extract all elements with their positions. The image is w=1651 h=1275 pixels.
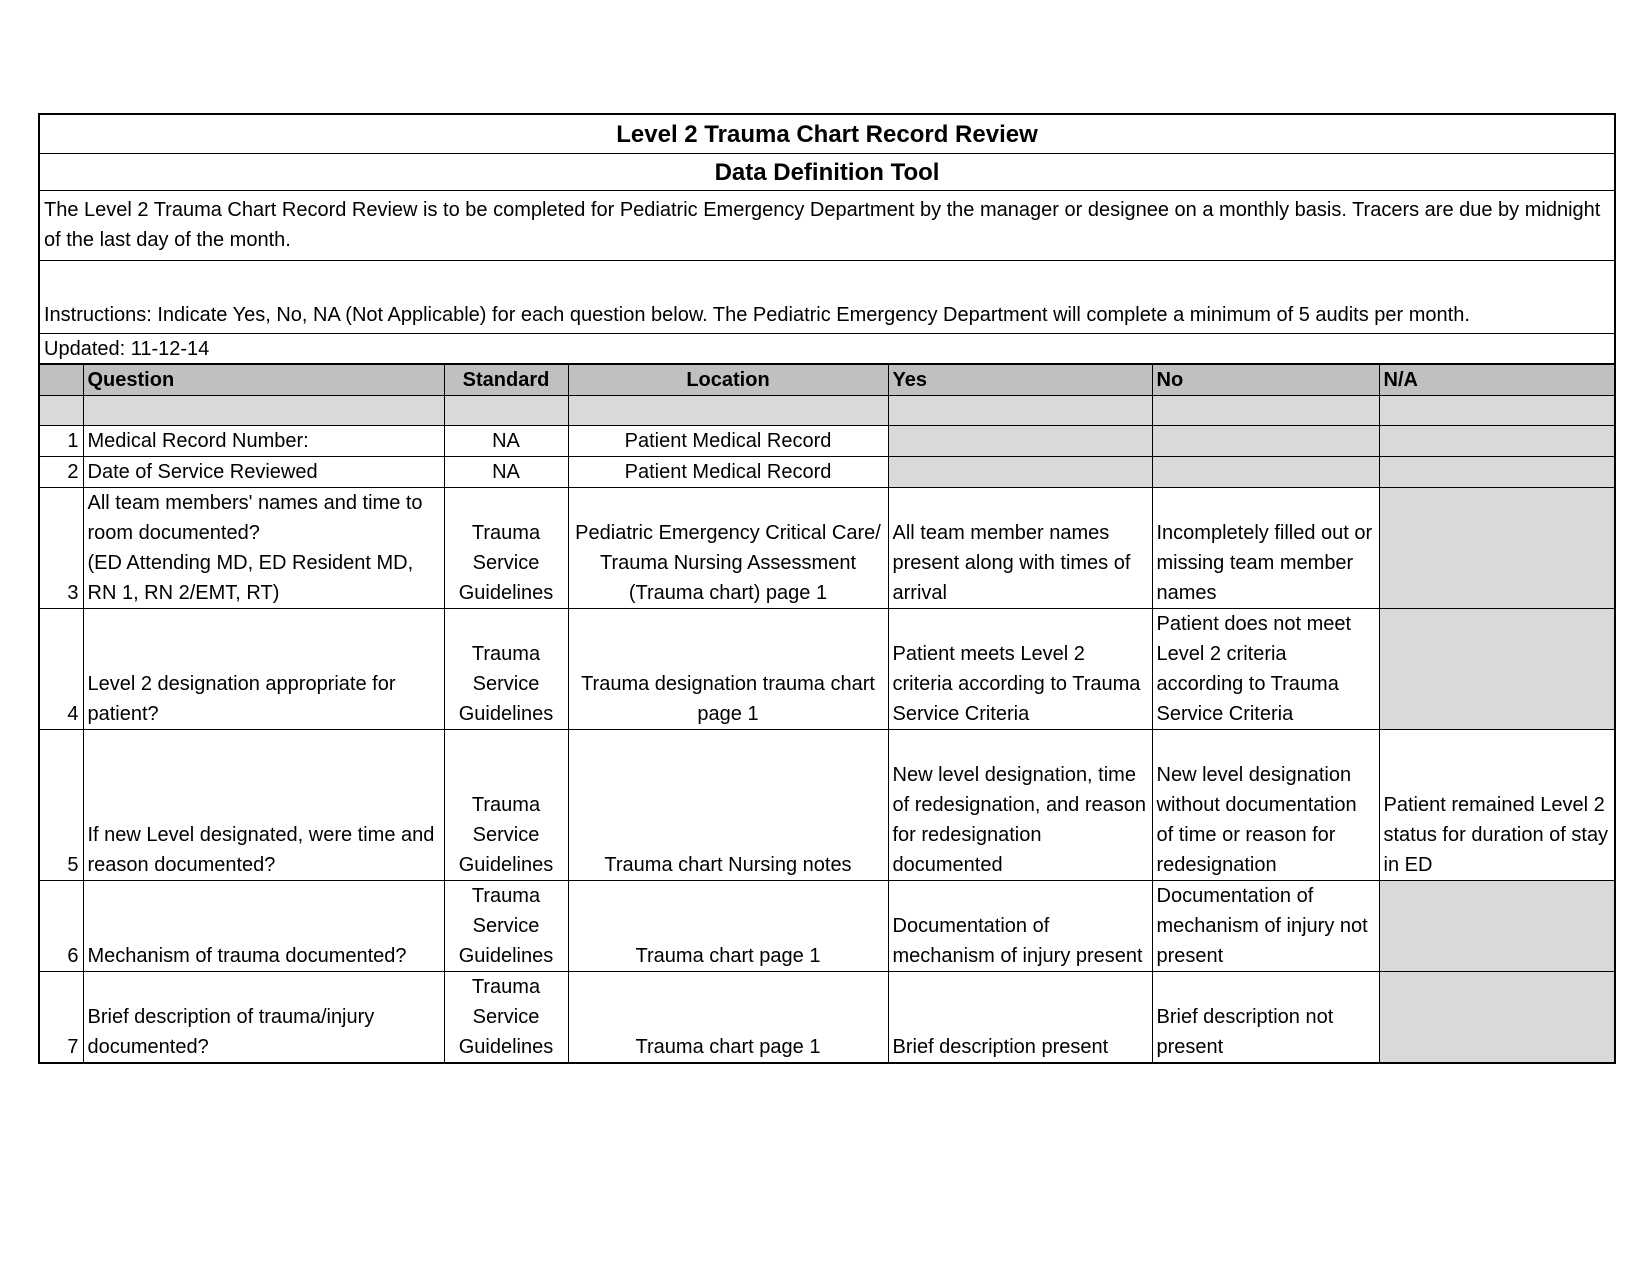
- yes-cell: New level designation, time of redesignation, and reason for redesignation documented: [888, 730, 1152, 881]
- na-cell: Patient remained Level 2 status for duration of stay in ED: [1379, 730, 1614, 881]
- yes-cell: Brief description present: [888, 972, 1152, 1063]
- col-header-question: Question: [83, 365, 444, 396]
- no-cell: Patient does not meet Level 2 criteria according to Trauma Service Criteria: [1152, 609, 1379, 730]
- table-row: [40, 881, 1614, 972]
- row-number: 3: [40, 488, 83, 609]
- form-title: Level 2 Trauma Chart Record Review: [40, 115, 1614, 154]
- standard-cell: NA: [444, 457, 568, 488]
- table-row: [40, 457, 1614, 488]
- standard-cell: Trauma Service Guidelines: [444, 972, 568, 1063]
- col-header-number: [40, 365, 83, 396]
- yes-cell[interactable]: [888, 457, 1152, 488]
- col-header-na: N/A: [1379, 365, 1614, 396]
- no-cell: Incompletely filled out or missing team member names: [1152, 488, 1379, 609]
- row-number: 7: [40, 972, 83, 1063]
- no-cell: New level designation without documentation of time or reason for redesignation: [1152, 730, 1379, 881]
- question-cell: Brief description of trauma/injury documented?: [83, 972, 444, 1063]
- location-cell: Trauma chart page 1: [568, 881, 888, 972]
- row-number: 1: [40, 426, 83, 457]
- review-table: [40, 364, 1614, 1062]
- no-cell: Brief description not present: [1152, 972, 1379, 1063]
- updated-date: Updated: 11-12-14: [40, 334, 1614, 364]
- spacer-cell: [444, 396, 568, 426]
- question-cell: Level 2 designation appropriate for patient?: [83, 609, 444, 730]
- table-row: [40, 730, 1614, 881]
- table-row: [40, 426, 1614, 457]
- spacer-row: [40, 396, 1614, 426]
- standard-cell: Trauma Service Guidelines: [444, 609, 568, 730]
- row-number: 4: [40, 609, 83, 730]
- standard-cell: NA: [444, 426, 568, 457]
- table-header-row: [40, 365, 1614, 396]
- form-instructions: Instructions: Indicate Yes, No, NA (Not Applicable) for each question below. The Pediatric Emergency Department will complete a minimum of 5 audits per month.: [40, 261, 1614, 334]
- spacer-cell: [1379, 396, 1614, 426]
- yes-cell[interactable]: [888, 426, 1152, 457]
- col-header-yes: Yes: [888, 365, 1152, 396]
- spacer-cell: [568, 396, 888, 426]
- table-row: [40, 488, 1614, 609]
- spacer-cell: [83, 396, 444, 426]
- row-number: 6: [40, 881, 83, 972]
- location-cell: Trauma chart page 1: [568, 972, 888, 1063]
- location-cell: Pediatric Emergency Critical Care/ Trauma Nursing Assessment (Trauma chart) page 1: [568, 488, 888, 609]
- spacer-cell: [1152, 396, 1379, 426]
- na-cell: [1379, 972, 1614, 1063]
- spacer-cell: [888, 396, 1152, 426]
- question-cell: Date of Service Reviewed: [83, 457, 444, 488]
- question-cell: Medical Record Number:: [83, 426, 444, 457]
- question-cell: Mechanism of trauma documented?: [83, 881, 444, 972]
- question-cell: All team members' names and time to room documented? (ED Attending MD, ED Resident MD, RN 1, RN 2/EMT, RT): [83, 488, 444, 609]
- col-header-standard: Standard: [444, 365, 568, 396]
- location-cell: Patient Medical Record: [568, 457, 888, 488]
- table-row: [40, 609, 1614, 730]
- col-header-location: Location: [568, 365, 888, 396]
- na-cell: [1379, 609, 1614, 730]
- na-cell: [1379, 881, 1614, 972]
- location-cell: Patient Medical Record: [568, 426, 888, 457]
- no-cell[interactable]: [1152, 457, 1379, 488]
- row-number: 2: [40, 457, 83, 488]
- yes-cell: Documentation of mechanism of injury present: [888, 881, 1152, 972]
- na-cell: [1379, 488, 1614, 609]
- spacer-cell: [40, 396, 83, 426]
- na-cell[interactable]: [1379, 426, 1614, 457]
- col-header-no: No: [1152, 365, 1379, 396]
- form-subtitle: Data Definition Tool: [40, 154, 1614, 191]
- row-number: 5: [40, 730, 83, 881]
- standard-cell: Trauma Service Guidelines: [444, 488, 568, 609]
- form-description: The Level 2 Trauma Chart Record Review is to be completed for Pediatric Emergency Department by the manager or designee on a monthly basis. Tracers are due by midnight of the last day of the month.: [40, 191, 1614, 261]
- table-row: [40, 972, 1614, 1063]
- no-cell: Documentation of mechanism of injury not present: [1152, 881, 1379, 972]
- yes-cell: All team member names present along with times of arrival: [888, 488, 1152, 609]
- review-form: [38, 113, 1616, 1064]
- na-cell[interactable]: [1379, 457, 1614, 488]
- location-cell: Trauma designation trauma chart page 1: [568, 609, 888, 730]
- no-cell[interactable]: [1152, 426, 1379, 457]
- question-cell: If new Level designated, were time and reason documented?: [83, 730, 444, 881]
- standard-cell: Trauma Service Guidelines: [444, 881, 568, 972]
- yes-cell: Patient meets Level 2 criteria according to Trauma Service Criteria: [888, 609, 1152, 730]
- location-cell: Trauma chart Nursing notes: [568, 730, 888, 881]
- standard-cell: Trauma Service Guidelines: [444, 730, 568, 881]
